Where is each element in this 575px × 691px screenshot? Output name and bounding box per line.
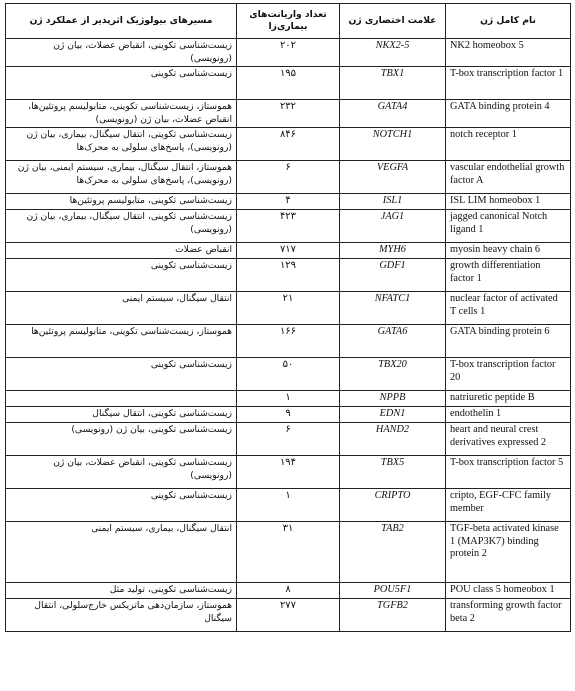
variant-count: ۹ [237, 407, 340, 423]
variant-count: ۲۳۲ [237, 100, 340, 128]
gene-full-name: natriuretic peptide B [446, 391, 571, 407]
header-full-name: نام کامل ژن [446, 4, 571, 39]
table-row [6, 407, 571, 423]
gene-symbol: GATA4 [340, 100, 446, 128]
gene-full-name: transforming growth factor beta 2 [446, 599, 571, 632]
variant-count: ۷۱۷ [237, 243, 340, 259]
variant-count: ۱ [237, 489, 340, 522]
header-row [6, 4, 571, 39]
biological-pathways: انتقال سیگنال، سیستم ایمنی [6, 292, 237, 325]
variant-count: ۲۷۷ [237, 599, 340, 632]
gene-full-name: myosin heavy chain 6 [446, 243, 571, 259]
table-row [6, 243, 571, 259]
gene-symbol: NOTCH1 [340, 128, 446, 161]
gene-full-name: GATA binding protein 6 [446, 325, 571, 358]
gene-full-name: vascular endothelial growth factor A [446, 161, 571, 194]
biological-pathways: زیست‌شناسی تکوینی، انتقال سیگنال، بیماری، بیان ژن (رونویسی) [6, 210, 237, 243]
biological-pathways: زیست‌شناسی تکوینی، بیان ژن (رونویسی) [6, 423, 237, 456]
gene-full-name: POU class 5 homeobox 1 [446, 583, 571, 599]
table-row [6, 259, 571, 292]
biological-pathways: زیست‌شناسی تکوینی، انقباض عضلات، بیان ژن (رونویسی) [6, 39, 237, 67]
biological-pathways: زیست‌شناسی تکوینی [6, 67, 237, 100]
table-row [6, 100, 571, 128]
gene-full-name: jagged canonical Notch ligand 1 [446, 210, 571, 243]
gene-symbol: TBX1 [340, 67, 446, 100]
table-row [6, 583, 571, 599]
gene-symbol: JAG1 [340, 210, 446, 243]
biological-pathways [6, 391, 237, 407]
variant-count: ۸ [237, 583, 340, 599]
biological-pathways: انقباض عضلات [6, 243, 237, 259]
table-row [6, 489, 571, 522]
biological-pathways: هموستاز، زیست‌شناسی تکوینی، متابولیسم پروتئین‌ها [6, 325, 237, 358]
gene-full-name: heart and neural crest derivatives expressed 2 [446, 423, 571, 456]
variant-count: ۱۹۵ [237, 67, 340, 100]
gene-full-name: T-box transcription factor 20 [446, 358, 571, 391]
gene-full-name: T-box transcription factor 5 [446, 456, 571, 489]
gene-table [5, 3, 571, 632]
table-row [6, 292, 571, 325]
variant-count: ۱ [237, 391, 340, 407]
biological-pathways: زیست‌شناسی تکوینی، انقباض عضلات، بیان ژن (رونویسی) [6, 456, 237, 489]
table-row [6, 161, 571, 194]
gene-symbol: ISL1 [340, 194, 446, 210]
gene-symbol: EDN1 [340, 407, 446, 423]
variant-count: ۲۰۲ [237, 39, 340, 67]
table-row [6, 325, 571, 358]
gene-symbol: CRIPTO [340, 489, 446, 522]
gene-symbol: GATA6 [340, 325, 446, 358]
variant-count: ۴۲۳ [237, 210, 340, 243]
gene-symbol: NKX2-5 [340, 39, 446, 67]
variant-count: ۱۶۶ [237, 325, 340, 358]
biological-pathways: زیست‌شناسی تکوینی [6, 358, 237, 391]
biological-pathways: هموستاز، زیست‌شناسی تکوینی، متابولیسم پروتئین‌ها، انقباض عضلات، بیان ژن (رونویسی) [6, 100, 237, 128]
table-row [6, 67, 571, 100]
biological-pathways: زیست‌شناسی تکوینی، انتقال سیگنال [6, 407, 237, 423]
biological-pathways: زیست‌شناسی تکوینی، تولید مثل [6, 583, 237, 599]
biological-pathways: هموستاز، سازمان‌دهی ماتریکس خارج‌سلولی، انتقال سیگنال [6, 599, 237, 632]
biological-pathways: هموستاز، انتقال سیگنال، بیماری، سیستم ایمنی، بیان ژن (رونویسی)، پاسخ‌های سلولی به محرک‌ها [6, 161, 237, 194]
table-row [6, 358, 571, 391]
gene-symbol: TBX20 [340, 358, 446, 391]
gene-symbol: VEGFA [340, 161, 446, 194]
variant-count: ۸۴۶ [237, 128, 340, 161]
table-row [6, 391, 571, 407]
table-row [6, 456, 571, 489]
gene-symbol: POU5F1 [340, 583, 446, 599]
biological-pathways: زیست‌شناسی تکوینی، متابولیسم پروتئین‌ها [6, 194, 237, 210]
biological-pathways: زیست‌شناسی تکوینی [6, 489, 237, 522]
table-row [6, 194, 571, 210]
header-symbol: علامت اختصاری ژن [340, 4, 446, 39]
variant-count: ۶ [237, 423, 340, 456]
variant-count: ۳۱ [237, 522, 340, 583]
biological-pathways: زیست‌شناسی تکوینی [6, 259, 237, 292]
table-row [6, 522, 571, 583]
variant-count: ۱۲۹ [237, 259, 340, 292]
gene-full-name: cripto, EGF-CFC family member [446, 489, 571, 522]
gene-full-name: ISL LIM homeobox 1 [446, 194, 571, 210]
table-row [6, 39, 571, 67]
gene-symbol: HAND2 [340, 423, 446, 456]
gene-full-name: nuclear factor of activated T cells 1 [446, 292, 571, 325]
gene-full-name: notch receptor 1 [446, 128, 571, 161]
biological-pathways: زیست‌شناسی تکوینی، انتقال سیگنال، بیماری، بیان ژن (رونویسی)، پاسخ‌های سلولی به محرک‌ها [6, 128, 237, 161]
gene-full-name: GATA binding protein 4 [446, 100, 571, 128]
gene-symbol: TBX5 [340, 456, 446, 489]
table-row [6, 210, 571, 243]
variant-count: ۲۱ [237, 292, 340, 325]
gene-full-name: NK2 homeobox 5 [446, 39, 571, 67]
variant-count: ۶ [237, 161, 340, 194]
variant-count: ۱۹۴ [237, 456, 340, 489]
gene-symbol: NPPB [340, 391, 446, 407]
variant-count: ۵۰ [237, 358, 340, 391]
biological-pathways: انتقال سیگنال، بیماری، سیستم ایمنی [6, 522, 237, 583]
gene-symbol: GDF1 [340, 259, 446, 292]
gene-full-name: TGF-beta activated kinase 1 (MAP3K7) binding protein 2 [446, 522, 571, 583]
gene-full-name: growth differentiation factor 1 [446, 259, 571, 292]
table-row [6, 423, 571, 456]
gene-symbol: TAB2 [340, 522, 446, 583]
gene-symbol: NFATC1 [340, 292, 446, 325]
variant-count: ۴ [237, 194, 340, 210]
table-row [6, 599, 571, 632]
gene-symbol: TGFB2 [340, 599, 446, 632]
gene-full-name: endothelin 1 [446, 407, 571, 423]
header-pathways: مسیرهای بیولوژیک اثرپذیر از عملکرد ژن [6, 4, 237, 39]
header-variants: تعداد واریانت‌های بیماری‌زا [237, 4, 340, 39]
gene-symbol: MYH6 [340, 243, 446, 259]
table-row [6, 128, 571, 161]
gene-full-name: T-box transcription factor 1 [446, 67, 571, 100]
